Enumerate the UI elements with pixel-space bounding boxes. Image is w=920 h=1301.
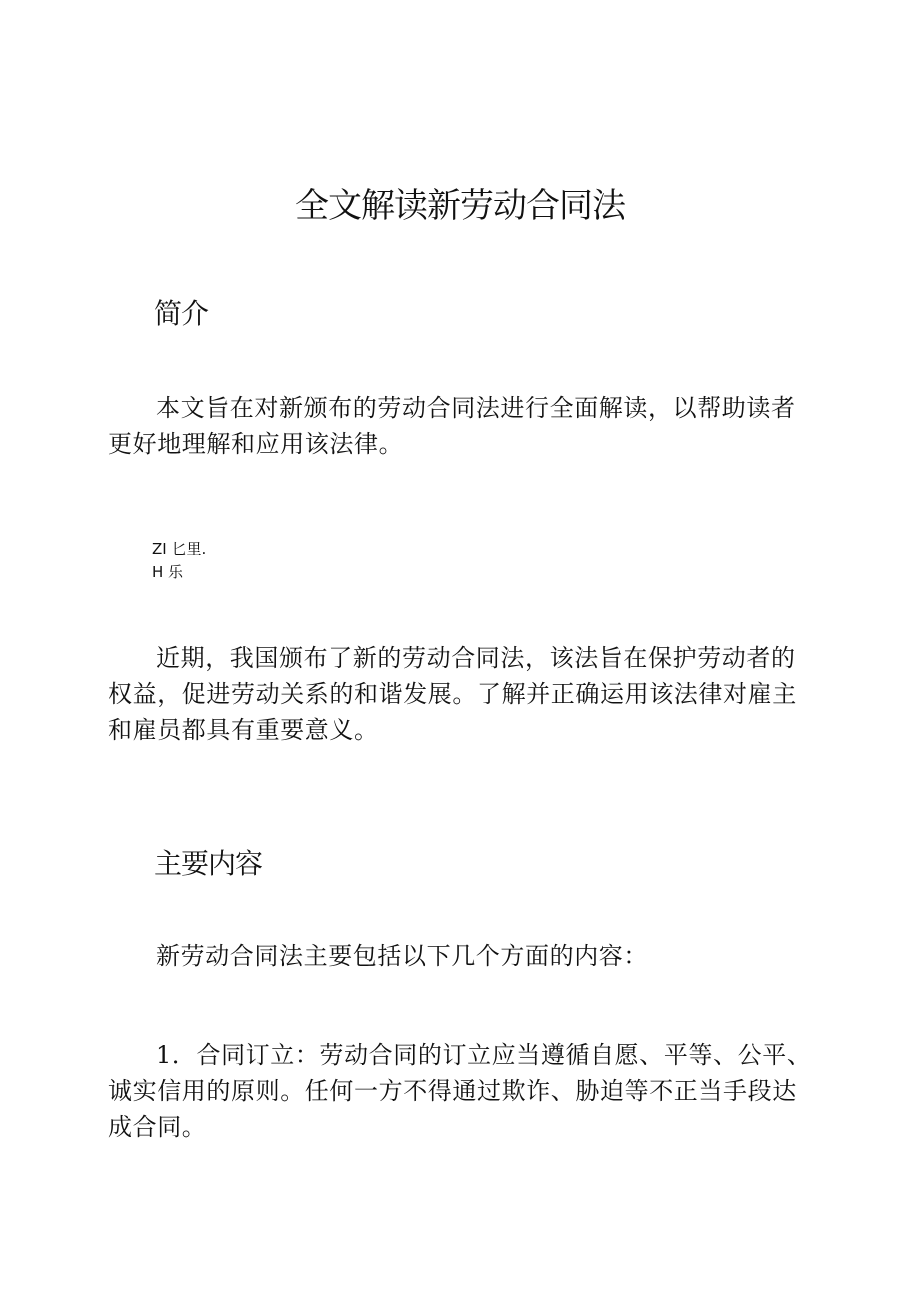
garbled-line-2: H 乐 bbox=[152, 563, 184, 581]
intro-paragraph: 本文旨在对新颁布的劳动合同法进行全面解读，以帮助读者更好地理解和应用该法律。 bbox=[108, 394, 796, 458]
background-paragraph: 近期，我国颁布了新的劳动合同法，该法旨在保护劳动者的权益，促进劳动关系的和谐发展。了解并正确运用该法律对雇主和雇员都具有重要意义。 bbox=[108, 644, 797, 744]
garbled-line-1: ZI 匕里. bbox=[152, 540, 207, 558]
page-title: 全文解读新劳动合同法 bbox=[295, 186, 625, 226]
list-item: 1．合同订立：劳动合同的订立应当遵循自愿、平等、公平、诚实信用的原则。任何一方不得通过欺诈、胁迫等不正当手段达成合同。 bbox=[108, 1041, 812, 1141]
main-content-intro: 新劳动合同法主要包括以下几个方面的内容： bbox=[156, 942, 648, 970]
section-heading-intro: 简介 bbox=[154, 297, 209, 330]
section-heading-main-content: 主要内容 bbox=[154, 847, 263, 880]
